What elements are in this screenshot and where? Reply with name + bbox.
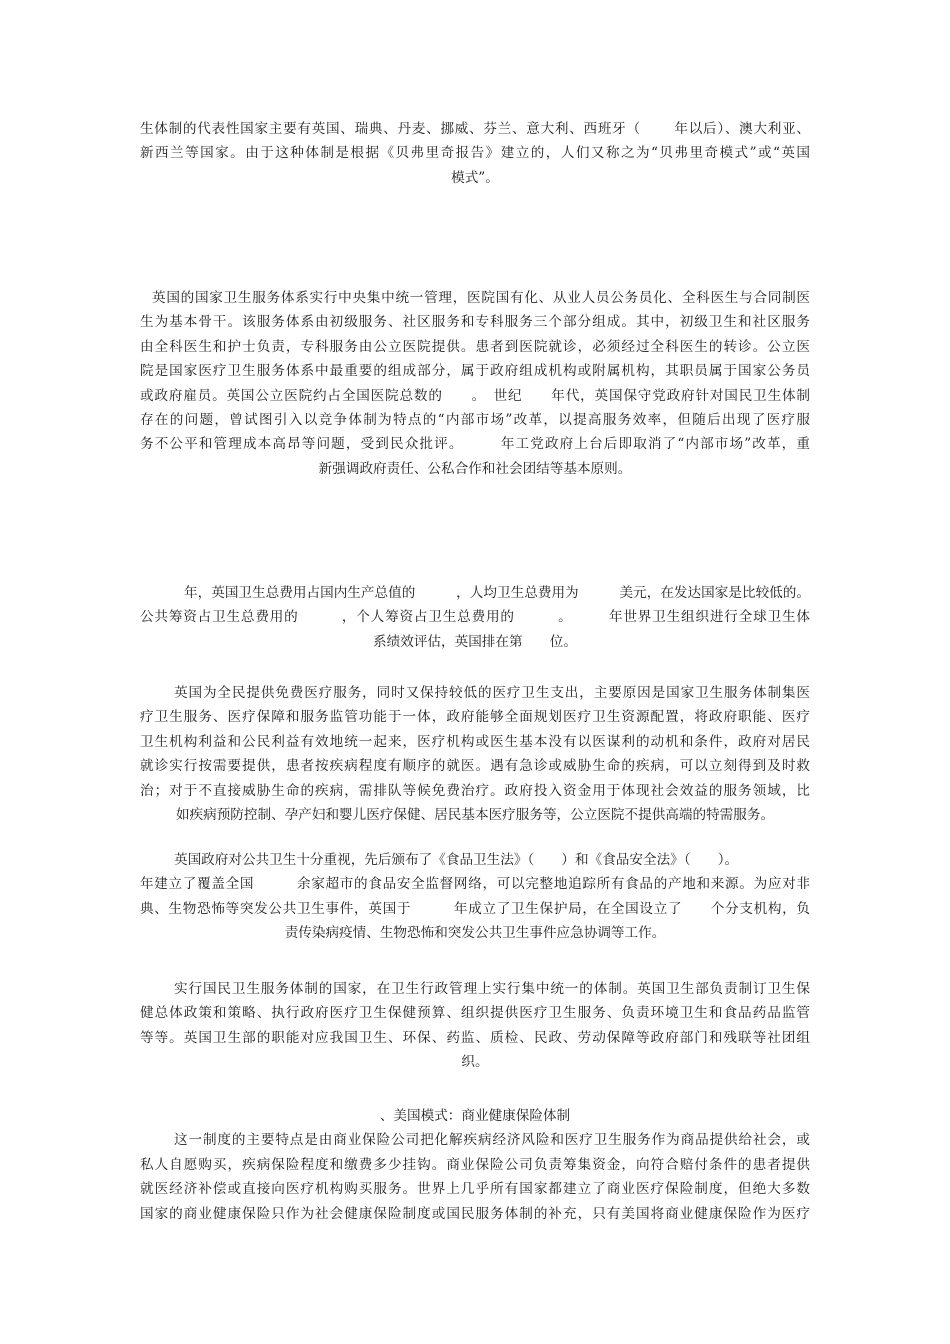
text-line: 公共筹资占卫生总费用的 ，个人筹资占卫生总费用的 。 年世界卫生组织进行全球卫生体 bbox=[140, 609, 810, 626]
paragraph-beveridge-model bbox=[140, 117, 810, 190]
text-line: 存在的问题，曾试图引入以竞争体制为特点的“内部市场”改革，以提高服务效率，但随后出现了医疗服 bbox=[140, 411, 810, 428]
text-line: 英国政府对公共卫生十分重视，先后颁布了《食品卫生法》（ ）和《食品安全法》（ ）。 bbox=[174, 852, 739, 868]
text-line: 院是国家医疗卫生服务体系中最重要的组成部分，属于政府组成机构或附属机构，其职员属于国家公务员 bbox=[140, 363, 810, 380]
text-line: 典、生物恐怖等突发公共卫生事件，英国于 年成立了卫生保护局，在全国设立了 个分支机构，负 bbox=[140, 900, 810, 917]
text-line: 私人自愿购买，疾病保险程度和缴费多少挂钩。商业保险公司负责筹集资金，向符合赔付条件的患者提供 bbox=[140, 1156, 810, 1173]
section-heading: 、美国模式：商业健康保险体制 bbox=[379, 1108, 571, 1124]
text-line: 生为基本骨干。该服务体系由初级服务、社区服务和专科服务三个部分组成。其中，初级卫生和社区服务 bbox=[140, 314, 810, 331]
text-line: 这一制度的主要特点是由商业保险公司把化解疾病经济风险和医疗卫生服务作为商品提供给社会，或 bbox=[174, 1132, 810, 1149]
paragraph-uk-nhs-structure bbox=[140, 286, 810, 481]
text-line: 等等。英国卫生部的职能对应我国卫生、环保、药监、质检、民政、劳动保障等政府部门和残联等社团组 bbox=[140, 1029, 810, 1046]
text-line: 新强调政府责任、公私合作和社会团结等基本原则。 bbox=[318, 460, 632, 477]
paragraph-health-administration bbox=[140, 977, 810, 1075]
text-line: 就诊实行按需要提供，患者按疾病程度有顺序的就医。遇有急诊或威胁生命的疾病，可以立刻得到及时救 bbox=[140, 758, 810, 775]
text-line: 疗卫生服务、医疗保障和服务监管功能于一体，政府能够全面规划医疗卫生资源配置，将政府职能、医疗 bbox=[140, 709, 810, 726]
text-line: 系绩效评估，英国排在第 位。 bbox=[373, 633, 577, 650]
text-line: 由全科医生和护士负责，专科服务由公立医院提供。患者到医院就诊，必须经过全科医生的转诊。公立医 bbox=[140, 338, 810, 355]
paragraph-uk-health-expenditure bbox=[140, 581, 810, 654]
text-line: 责传染病疫情、生物恐怖和突发公共卫生事件应急协调等工作。 bbox=[284, 925, 666, 942]
text-line: 新西兰等国家。由于这种体制是根据《贝弗里奇报告》建立的，人们又称之为“贝弗里奇模式”或“英国 bbox=[140, 145, 810, 162]
text-line: 年建立了覆盖全国 余家超市的食品安全监督网络，可以完整地追踪所有食品的产地和来源。为应对非 bbox=[140, 876, 810, 893]
text-line: 务不公平和管理成本高昂等问题，受到民众批评。 年工党政府上台后即取消了“内部市场”改革，重 bbox=[140, 436, 810, 453]
text-line: 如疾病预防控制、孕产妇和婴儿医疗保健、居民基本医疗服务等，公立医院不提供高端的特需服务。 bbox=[175, 806, 775, 823]
text-line: 实行国民卫生服务体制的国家，在卫生行政管理上实行集中统一的体制。英国卫生部负责制订卫生保 bbox=[174, 981, 810, 997]
text-line: 生体制的代表性国家主要有英国、瑞典、丹麦、挪威、芬兰、意大利、西班牙（ 年以后）、澳大利亚、 bbox=[140, 121, 810, 137]
text-line: 就医经济补偿或直接向医疗机构购买服务。世界上几乎所有国家都建立了商业医疗保险制度，但绝大多数 bbox=[140, 1181, 810, 1198]
paragraph-free-medical-service bbox=[140, 681, 810, 827]
text-line: 织。 bbox=[461, 1054, 489, 1071]
text-line: 或政府雇员。英国公立医院约占全国医院总数的 。 世纪 年代，英国保守党政府针对国民卫生体制 bbox=[140, 387, 810, 404]
text-line: 年，英国卫生总费用占国内生产总值的 ，人均卫生总费用为 美元，在发达国家是比较低的。 bbox=[184, 585, 810, 601]
paragraph-public-health bbox=[140, 848, 810, 946]
text-line: 卫生机构利益和公民利益有效地统一起来，医疗机构或医生基本没有以医谋利的动机和条件，政府对居民 bbox=[140, 733, 810, 750]
section-us-model bbox=[140, 1104, 810, 1226]
text-line: 国家的商业健康保险只作为社会健康保险制度或国民服务体制的补充，只有美国将商业健康保险作为医疗 bbox=[140, 1205, 810, 1222]
text-line: 治；对于不直接威胁生命的疾病，需排队等候免费治疗。政府投入资金用于体现社会效益的服务领域，比 bbox=[140, 782, 810, 799]
text-line: 健总体政策和策略、执行政府医疗卫生保健预算、组织提供医疗卫生服务、负责环境卫生和食品药品监管 bbox=[140, 1005, 810, 1022]
text-line: 英国为全民提供免费医疗服务，同时又保持较低的医疗卫生支出，主要原因是国家卫生服务体制集医 bbox=[174, 685, 810, 701]
text-line: 英国的国家卫生服务体系实行中央集中统一管理，医院国有化、从业人员公务员化、全科医生与合同制医 bbox=[152, 290, 810, 306]
text-line: 模式”。 bbox=[451, 169, 499, 186]
